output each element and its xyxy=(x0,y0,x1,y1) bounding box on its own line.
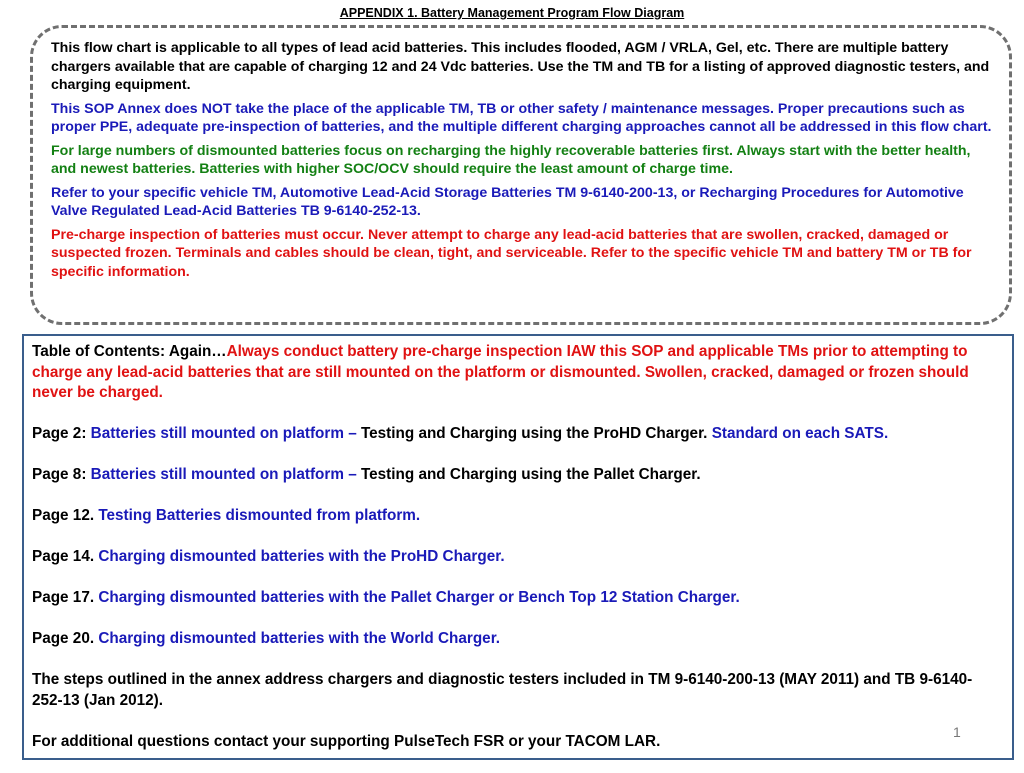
toc-entry-topic: Charging dismounted batteries with the World Charger. xyxy=(98,630,501,647)
toc-heading: Table of Contents: Again… xyxy=(32,343,227,360)
toc-entry-topic: Testing Batteries dismounted from platform. xyxy=(98,507,421,524)
toc-entry-page-label: Page 12. xyxy=(32,507,99,524)
page-number: 1 xyxy=(953,724,961,740)
toc-entry-page-2 xyxy=(32,424,1002,445)
toc-entry-note: Standard on each SATS. xyxy=(711,425,889,442)
toc-entry-detail: Testing and Charging using the Pallet Charger. xyxy=(356,466,701,483)
toc-entry-page-label: Page 2: xyxy=(32,425,91,442)
toc-entry-page-label: Page 8: xyxy=(32,466,91,483)
toc-entry-topic: Charging dismounted batteries with the ProHD Charger. xyxy=(98,548,505,565)
intro-sop-disclaimer-paragraph: This SOP Annex does NOT take the place of the applicable TM, TB or other safety / maintenance messages. Proper precautions such as proper PPE, adequate pre-inspection of batteries, and the multiple different charging approaches cannot all be addressed in this flow chart. xyxy=(51,100,992,135)
toc-entry-topic: Batteries still mounted on platform – xyxy=(90,466,357,483)
toc-entry-page-17 xyxy=(32,588,1002,609)
toc-entry-page-20 xyxy=(32,629,1002,650)
intro-section xyxy=(51,39,996,286)
toc-entry-page-8 xyxy=(32,465,1002,486)
toc-warning: Always conduct battery pre-charge inspection IAW this SOP and applicable TMs prior to attempting to charge any lead-acid batteries that are still mounted on the platform or dismounted. Swollen, cracked, damaged or frozen should never be charged. xyxy=(32,343,969,401)
table-of-contents xyxy=(32,342,1002,773)
intro-precharge-warning-paragraph: Pre-charge inspection of batteries must occur. Never attempt to charge any lead-acid batteries that are swollen, cracked, damaged or suspected frozen. Terminals and cables should be clean, tight, and serviceable. Refer to the specific vehicle TM and battery TM or TB for specific information. xyxy=(51,226,972,280)
intro-priority-paragraph: For large numbers of dismounted batteries focus on recharging the highly recoverable batteries first. Always start with the better health, and newest batteries. Batteries with higher SOC/OCV should require the least amount of charge time. xyxy=(51,142,971,177)
intro-applicability-paragraph: This flow chart is applicable to all types of lead acid batteries. This includes flooded, AGM / VRLA, Gel, etc. There are multiple battery chargers available that are capable of charging 12 and 24 Vdc batteries. Use the TM and TB for a listing of approved diagnostic testers, and charging equipment. xyxy=(51,40,990,93)
toc-entry-detail: Testing and Charging using the ProHD Charger. xyxy=(356,425,712,442)
toc-entry-page-label: Page 14. xyxy=(32,548,99,565)
toc-entry-page-label: Page 20. xyxy=(32,630,99,647)
toc-contact-note: For additional questions contact your supporting PulseTech FSR or your TACOM LAR. xyxy=(32,732,661,750)
toc-entry-page-label: Page 17. xyxy=(32,589,99,606)
toc-entry-page-14 xyxy=(32,547,1002,568)
intro-references-paragraph: Refer to your specific vehicle TM, Automotive Lead-Acid Storage Batteries TM 9-6140-200-13, or Recharging Procedures for Automotive Valve Regulated Lead-Acid Batteries TB 9-6140-252-13. xyxy=(51,184,964,219)
toc-entry-topic: Charging dismounted batteries with the Pallet Charger or Bench Top 12 Station Charger. xyxy=(98,589,740,606)
toc-entry-topic: Batteries still mounted on platform – xyxy=(90,425,357,442)
toc-steps-note: The steps outlined in the annex address chargers and diagnostic testers included in TM 9-6140-200-13 (MAY 2011) and TB 9-6140-252-13 (Jan 2012). xyxy=(32,671,973,709)
toc-entry-page-12 xyxy=(32,506,1002,527)
page-title: APPENDIX 1. Battery Management Program Flow Diagram xyxy=(339,6,685,20)
toc-intro xyxy=(32,342,1002,404)
